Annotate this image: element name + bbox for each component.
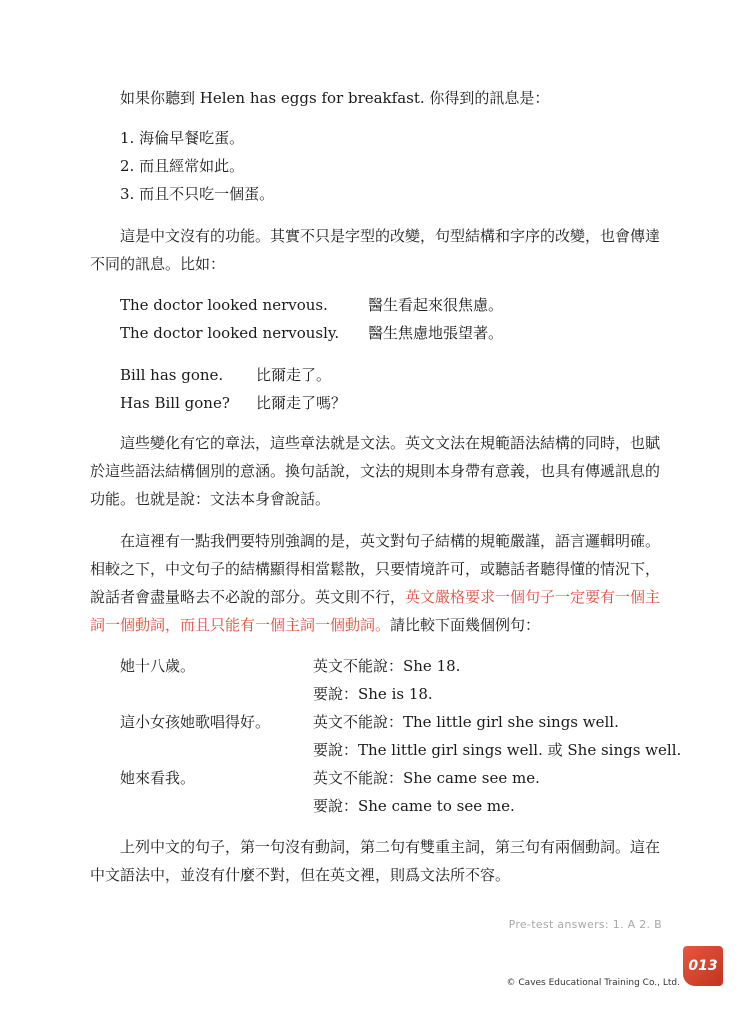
list-item: 2. 而且經常如此。: [120, 157, 245, 175]
example-en: Bill has gone.: [120, 366, 224, 384]
copyright-text: © Caves Educational Training Co., Ltd.: [506, 978, 680, 988]
page-number-badge: 013: [683, 946, 723, 986]
list-item: 3. 而且不只吃一個蛋。: [120, 185, 275, 203]
compare-zh: 這小女孩她歌唱得好。: [120, 713, 271, 731]
paragraph-2: 這些變化有它的章法，這些章法就是文法。英文文法在規範語法結構的同時，也賦於這些語法結構個別的意涵。換句話說，文法的規則本身帶有意義，也具有傳遞訊息的功能。也就是說：文法本身會說話。: [90, 434, 661, 508]
compare-bad: 英文不能說：She came see me.: [313, 769, 540, 787]
example-en: The doctor looked nervous.: [120, 296, 328, 314]
paragraph-1: 這是中文沒有的功能。其實不只是字型的改變，句型結構和字序的改變，也會傳達不同的訊息。比如：: [90, 227, 661, 273]
example-en: Has Bill gone?: [120, 394, 230, 412]
compare-bad: 英文不能說：She 18.: [313, 657, 461, 675]
example-en: The doctor looked nervously.: [120, 324, 340, 342]
compare-good: 要說：She came to see me.: [313, 797, 515, 815]
example-zh: 醫生看起來很焦慮。: [368, 296, 504, 314]
example-zh: 醫生焦慮地張望著。: [368, 324, 504, 342]
paragraph-3: 在這裡有一點我們要特別強調的是，英文對句子結構的規範嚴謹，語言邏輯明確。相較之下，中文句子的結構顯得相當鬆散，只要情境許可，或聽話者聽得懂的情況下，說話者會盡量略去不必說的部分。英文則不行，英文嚴格要求一個句子一定要有一個主詞一個動詞，而且只能有一個主詞一個動詞。請比較下面幾個例句：: [90, 532, 661, 634]
list-item: 1. 海倫早餐吃蛋。: [120, 129, 245, 147]
compare-good: 要說：She is 18.: [313, 685, 433, 703]
emphasis-text: 英文嚴格要求一個句子一定要有一個主詞一個動詞，而且只能有一個主詞一個動詞。: [90, 588, 661, 634]
example-zh: 比爾走了。: [256, 366, 332, 384]
example-zh: 比爾走了嗎？: [256, 394, 347, 412]
compare-bad: 英文不能說：The little girl she sings well.: [313, 713, 619, 731]
compare-zh: 她來看我。: [120, 769, 196, 787]
compare-zh: 她十八歲。: [120, 657, 196, 675]
paragraph-4: 上列中文的句子，第一句沒有動詞，第二句有雙重主詞，第三句有兩個動詞。這在中文語法中，並沒有什麼不對，但在英文裡，則爲文法所不容。: [90, 838, 661, 884]
compare-good: 要說：The little girl sings well. 或 She sings well.: [313, 741, 682, 759]
pretest-answers: Pre-test answers: 1. A 2. B: [508, 918, 662, 931]
intro-line: 如果你聽到 Helen has eggs for breakfast. 你得到的訊息是：: [120, 89, 550, 107]
